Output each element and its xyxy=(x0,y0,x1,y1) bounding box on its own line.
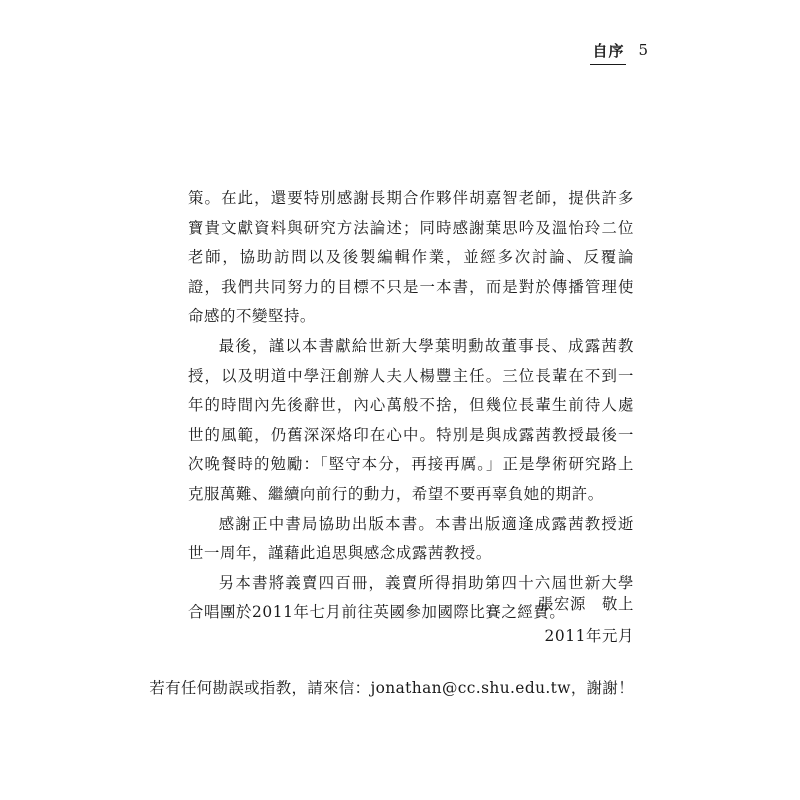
section-title: 自序 xyxy=(592,41,625,60)
page-number: 5 xyxy=(638,41,648,59)
paragraph-dedication: 最後，謹以本書獻給世新大學葉明勳故董事長、成露茜教授，以及明道中學汪創辦人夫人楊豐主任。三位長輩在不到一年的時間內先後辭世，內心萬般不捨，但幾位長輩生前待人處世的風範，仍舊深深烙印在心中。特別是與成露茜教授最後一次晚餐時的勉勵：「堅守本分，再接再厲。」正是學術研究路上克服萬難、繼續向前行的動力，希望不要再辜負她的期許。 xyxy=(188,336,634,503)
signature-date: 2011年元月 xyxy=(544,627,634,645)
body-text xyxy=(188,184,634,628)
signature-name: 張宏源 敬上 xyxy=(538,595,634,613)
paragraph-publisher-thanks: 感謝正中書局協助出版本書。本書出版適逢成露茜教授逝世一周年，謹藉此追思與感念成露茜教授。 xyxy=(188,514,634,563)
paragraph-charity-sale: 另本書將義賣四百冊，義賣所得捐助第四十六屆世新大學合唱團於2011年七月前往英國參加國際比賽之經費。 xyxy=(188,573,634,622)
paragraph-continued: 策。在此，還要特別感謝長期合作夥伴胡嘉智老師，提供許多寶貴文獻資料與研究方法論述；同時感謝葉思吟及溫怡玲二位老師，協助訪問以及後製編輯作業，並經多次討論、反覆論證，我們共同努力的目標不只是一本書，而是對於傳播管理使命感的不變堅持。 xyxy=(188,189,634,326)
contact-note: 若有任何勘誤或指教，請來信：jonathan@cc.shu.edu.tw，謝謝！ xyxy=(149,679,634,697)
running-header xyxy=(590,38,648,62)
